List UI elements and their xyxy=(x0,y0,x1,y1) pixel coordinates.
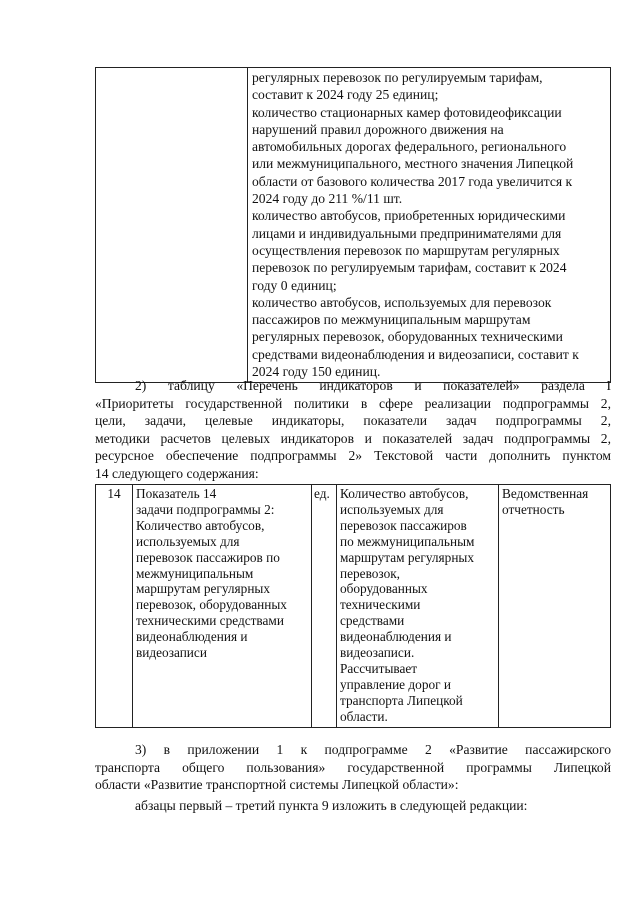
text-line: Показатель 14 xyxy=(136,486,217,501)
unit-text: ед. xyxy=(314,486,330,501)
text-line: перевозок по регулируемым тарифам, составит к 2024 xyxy=(252,260,567,276)
paragraph-line: области «Развитие транспортной системы Липецкой области»: xyxy=(95,777,459,793)
paragraph-line: цели, задачи, целевые индикаторы, показатели задач подпрограммы 2, xyxy=(95,413,611,429)
text-line: Количество автобусов, xyxy=(136,517,265,533)
text-line: задачи подпрограммы 2: xyxy=(136,501,275,517)
paragraph-line: 14 следующего содержания: xyxy=(95,465,259,481)
text-line: средствами видеонаблюдения и видеозаписи, составит к xyxy=(252,346,579,362)
text-line: перевозок, xyxy=(340,565,401,581)
table-left-cell-empty xyxy=(96,68,248,383)
paragraph-line: методики расчетов целевых индикаторов и показателей задач подпрограммы 2, xyxy=(95,430,611,446)
text-line: перевозок пассажиров xyxy=(340,517,467,533)
source-cell xyxy=(499,485,611,728)
method-cell xyxy=(337,485,499,728)
text-line: техническими средствами xyxy=(136,613,284,629)
text-line: Рассчитывает xyxy=(340,660,418,676)
text-line: 2024 году до 211 %/11 шт. xyxy=(252,191,403,207)
text-line: 2024 году 150 единиц. xyxy=(252,364,381,380)
text-line: перевозок, оборудованных xyxy=(136,597,287,613)
text-line: количество стационарных камер фотовидеофиксации xyxy=(252,104,562,120)
text-line: осуществления перевозок по маршрутам регулярных xyxy=(252,242,560,258)
text-line: количество автобусов, приобретенных юридическими xyxy=(252,208,566,224)
text-line: количество автобусов, используемых для перевозок xyxy=(252,294,552,310)
text-line: межмуниципальным xyxy=(136,565,254,581)
text-line: транспорта Липецкой xyxy=(340,692,463,708)
text-line: используемых для xyxy=(340,501,444,517)
text-line: управление дорог и xyxy=(340,676,452,692)
indicator-14-table xyxy=(95,484,611,728)
table-row xyxy=(96,485,611,728)
paragraph-line: абзацы первый – третий пункта 9 изложить в следующей редакции: xyxy=(135,798,528,813)
text-line: видеонаблюдения и xyxy=(340,629,452,645)
paragraph-line: «Приоритеты государственной политики в сфере реализации подпрограммы 2, xyxy=(95,395,611,411)
text-line: или межмуниципального, местного значения Липецкой xyxy=(252,156,574,172)
text-line: пассажиров по межмуниципальным маршрутам xyxy=(252,312,531,328)
text-line: видеозаписи xyxy=(136,645,207,661)
paragraph-item-2 xyxy=(95,377,611,483)
row-number: 14 xyxy=(107,486,121,501)
text-line: техническими xyxy=(340,597,421,613)
paragraph-item-3 xyxy=(95,741,611,794)
paragraph-line: 2) таблицу «Перечень индикаторов и показателей» раздела I xyxy=(135,378,611,393)
text-line: Ведомственная xyxy=(502,486,589,501)
text-line: нарушений правил дорожного движения на xyxy=(252,121,504,137)
paragraph-line: ресурсное обеспечение подпрограммы 2» Текстовой части дополнить пунктом xyxy=(95,448,611,464)
text-line: Количество автобусов, xyxy=(340,486,469,501)
text-line: средствами xyxy=(340,613,405,629)
text-line: видеозаписи. xyxy=(340,645,415,661)
text-line: автомобильных дорогах федерального, регионального xyxy=(252,139,567,155)
text-line: регулярных перевозок по регулируемым тарифам, xyxy=(252,70,543,85)
table-right-cell xyxy=(248,68,611,383)
text-line: области от базового количества 2017 года увеличится к xyxy=(252,173,573,189)
text-line: используемых для xyxy=(136,533,240,549)
text-line: видеонаблюдения и xyxy=(136,629,248,645)
text-line: по межмуниципальным xyxy=(340,533,475,549)
text-line: отчетность xyxy=(502,501,565,517)
text-line: области. xyxy=(340,708,388,724)
unit-cell xyxy=(312,485,337,728)
text-line: лицами и индивидуальными предпринимателями для xyxy=(252,225,562,241)
paragraph-line: транспорта общего пользования» государственной программы Липецкой xyxy=(95,759,611,775)
row-number-cell xyxy=(96,485,133,728)
paragraph-line: 3) в приложении 1 к подпрограмме 2 «Развитие пассажирского xyxy=(135,742,611,757)
paragraph-abzacy xyxy=(95,797,611,815)
text-line: маршрутам регулярных xyxy=(340,549,475,565)
indicators-table-continuation xyxy=(95,67,611,383)
indicator-name-cell xyxy=(133,485,312,728)
text-line: составит к 2024 году 25 единиц; xyxy=(252,87,439,103)
text-line: перевозок пассажиров по xyxy=(136,549,280,565)
text-line: оборудованных xyxy=(340,581,428,597)
text-line: регулярных перевозок, оборудованных техническими xyxy=(252,329,563,345)
text-line: маршрутам регулярных xyxy=(136,581,271,597)
text-line: году 0 единиц; xyxy=(252,277,337,293)
